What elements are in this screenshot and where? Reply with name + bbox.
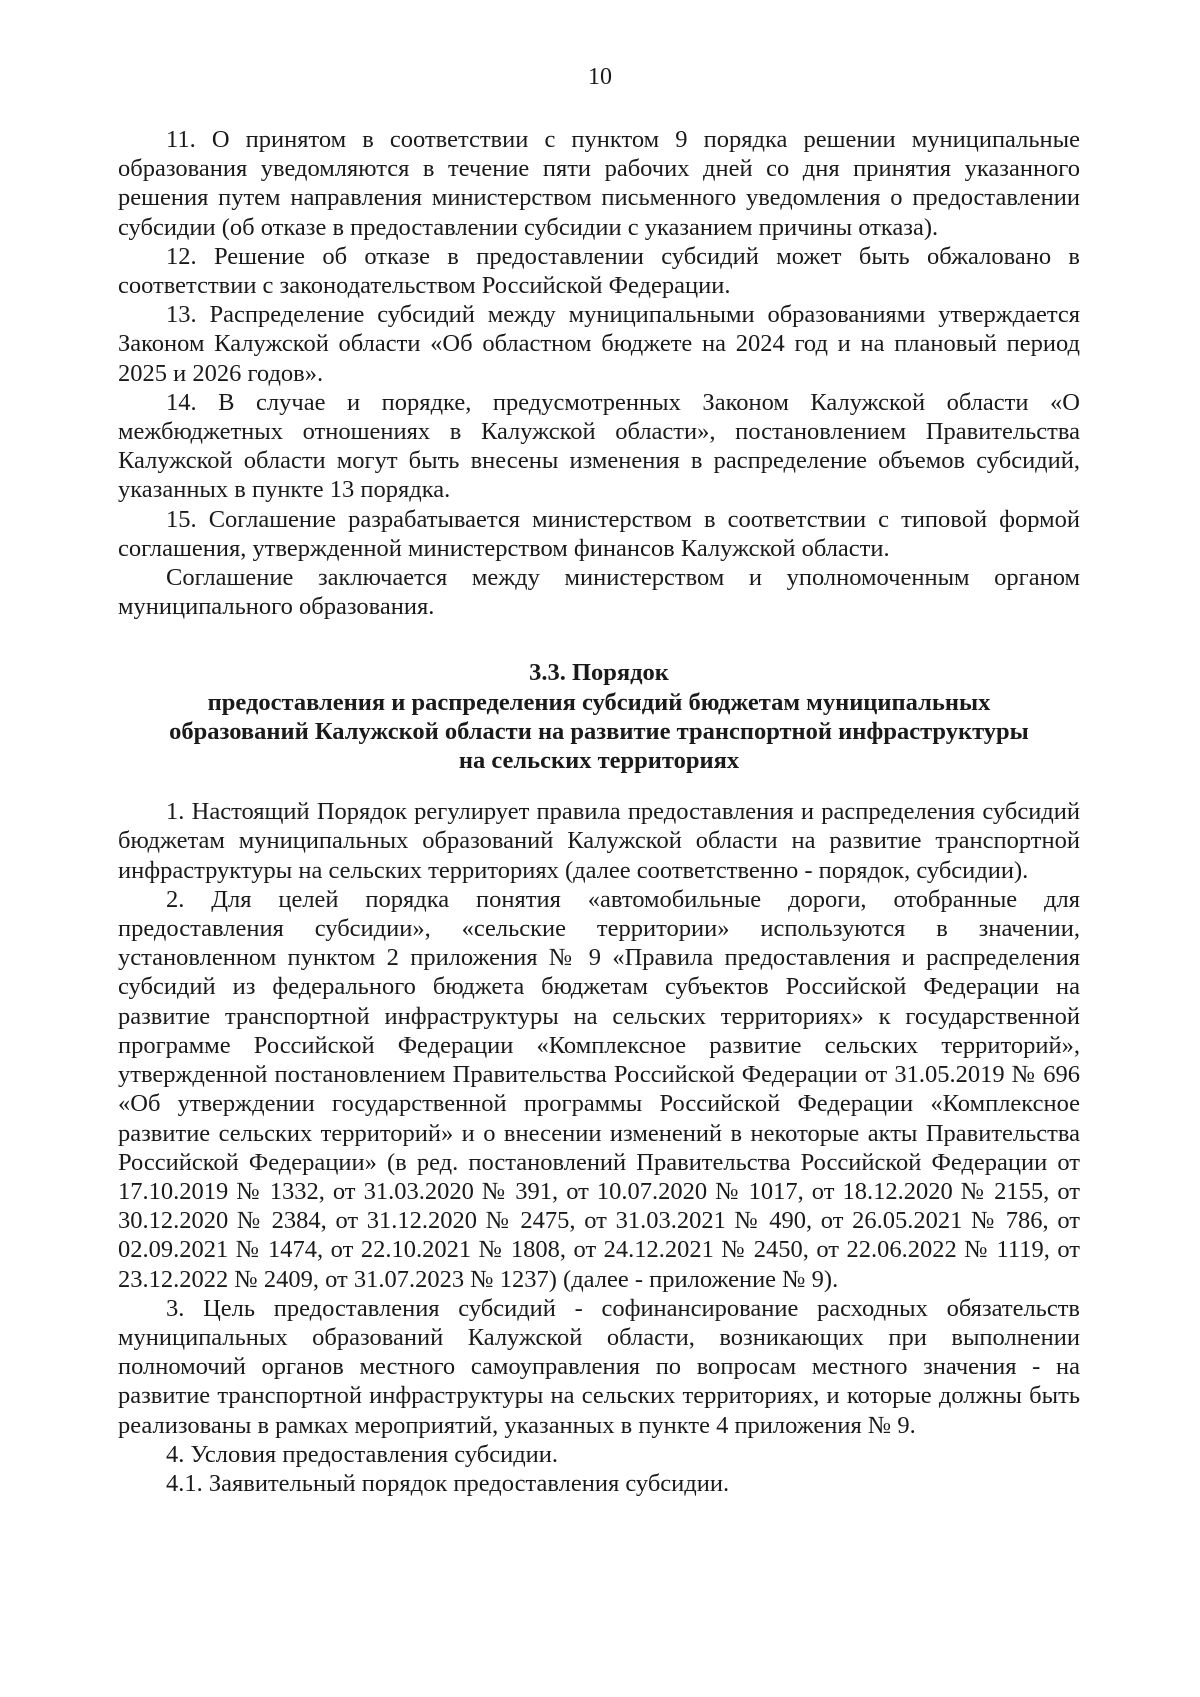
paragraph-4: 4. Условия предоставления субсидии.: [166, 1440, 559, 1468]
paragraph-agreement: Соглашение заключается между министерством и уполномоченным органом муниципального образования.: [118, 564, 1080, 621]
paragraph-11: 11. О принятом в соответствии с пунктом 9 порядка решении муниципальные образования уведомляются в течение пяти рабочих дней со дня принятия указанного решения путем направления министерством письменного уведомления о предоставлении субсидии (об отказе в предоставлении субсидии с указанием причины отказа).: [118, 126, 1080, 241]
paragraph-3: 3. Цель предоставления субсидий - софинансирование расходных обязательств муниципальных образований Калужской области, возникающих при выполнении полномочий органов местного самоуправления по вопросам местного значения - на развитие транспортной инфраструктуры на сельских территориях, и которые должны быть реализованы в рамках мероприятий, указанных в пункте 4 приложения № 9.: [118, 1294, 1080, 1439]
page-number: 10: [588, 64, 612, 90]
paragraph-13: 13. Распределение субсидий между муниципальными образованиями утверждается Законом Калужской области «Об областном бюджете на 2024 год и на плановый период 2025 и 2026 годов».: [118, 301, 1080, 387]
paragraph-1: 1. Настоящий Порядок регулирует правила предоставления и распределения субсидий бюджетам муниципальных образований Калужской области на развитие транспортной инфраструктуры на сельских территориях (далее соответственно - порядок, субсидии).: [118, 798, 1080, 884]
document-body: [118, 125, 1080, 1498]
section-heading-line: на сельских территориях: [458, 747, 740, 775]
section-heading: [118, 658, 1080, 775]
paragraph-15: 15. Соглашение разрабатывается министерством в соответствии с типовой формой соглашения, утвержденной министерством финансов Калужской области.: [118, 505, 1080, 562]
paragraph-14: 14. В случае и порядке, предусмотренных Законом Калужской области «О межбюджетных отношениях в Калужской области», постановлением Правительства Калужской области могут быть внесены изменения в распределение объемов субсидий, указанных в пункте 13 порядка.: [118, 388, 1080, 504]
section-heading-line: предоставления и распределения субсидий бюджетам муниципальных: [207, 688, 991, 716]
section-heading-line: образований Калужской области на развитие транспортной инфраструктуры: [169, 717, 1029, 745]
section-heading-number: 3.3. Порядок: [529, 659, 669, 687]
paragraph-4-1: 4.1. Заявительный порядок предоставления субсидии.: [166, 1469, 730, 1497]
paragraph-2: 2. Для целей порядка понятия «автомобильные дороги, отобранные для предоставления субсидии», «сельские территории» используются в значении, установленном пунктом 2 приложения № 9 «Правила предоставления и распределения субсидий из федерального бюджета бюджетам субъектов Российской Федерации на развитие транспортной инфраструктуры на сельских территориях» к государственной программе Российской Федерации «Комплексное развитие сельских территорий», утвержденной постановлением Правительства Российской Федерации от 31.05.2019 № 696 «Об утверждении государственной программы Российской Федерации «Комплексное развитие сельских территорий» и о внесении изменений в некоторые акты Правительства Российской Федерации» (в ред. постановлений Правительства Российской Федерации от 17.10.2019 № 1332, от 31.03.2020 № 391, от 10.07.2020 № 1017, от 18.12.2020 № 2155, от 30.12.2020 № 2384, от 31.12.2020 № 2475, от 31.03.2021 № 490, от 26.05.2021 № 786, от 02.09.2021 № 1474, от 22.10.2021 № 1808, от 24.12.2021 № 2450, от 22.06.2022 № 1119, от 23.12.2022 № 2409, от 31.07.2023 № 1237) (далее - приложение № 9).: [118, 885, 1080, 1293]
paragraph-12: 12. Решение об отказе в предоставлении субсидий может быть обжаловано в соответствии с законодательством Российской Федерации.: [118, 242, 1080, 300]
